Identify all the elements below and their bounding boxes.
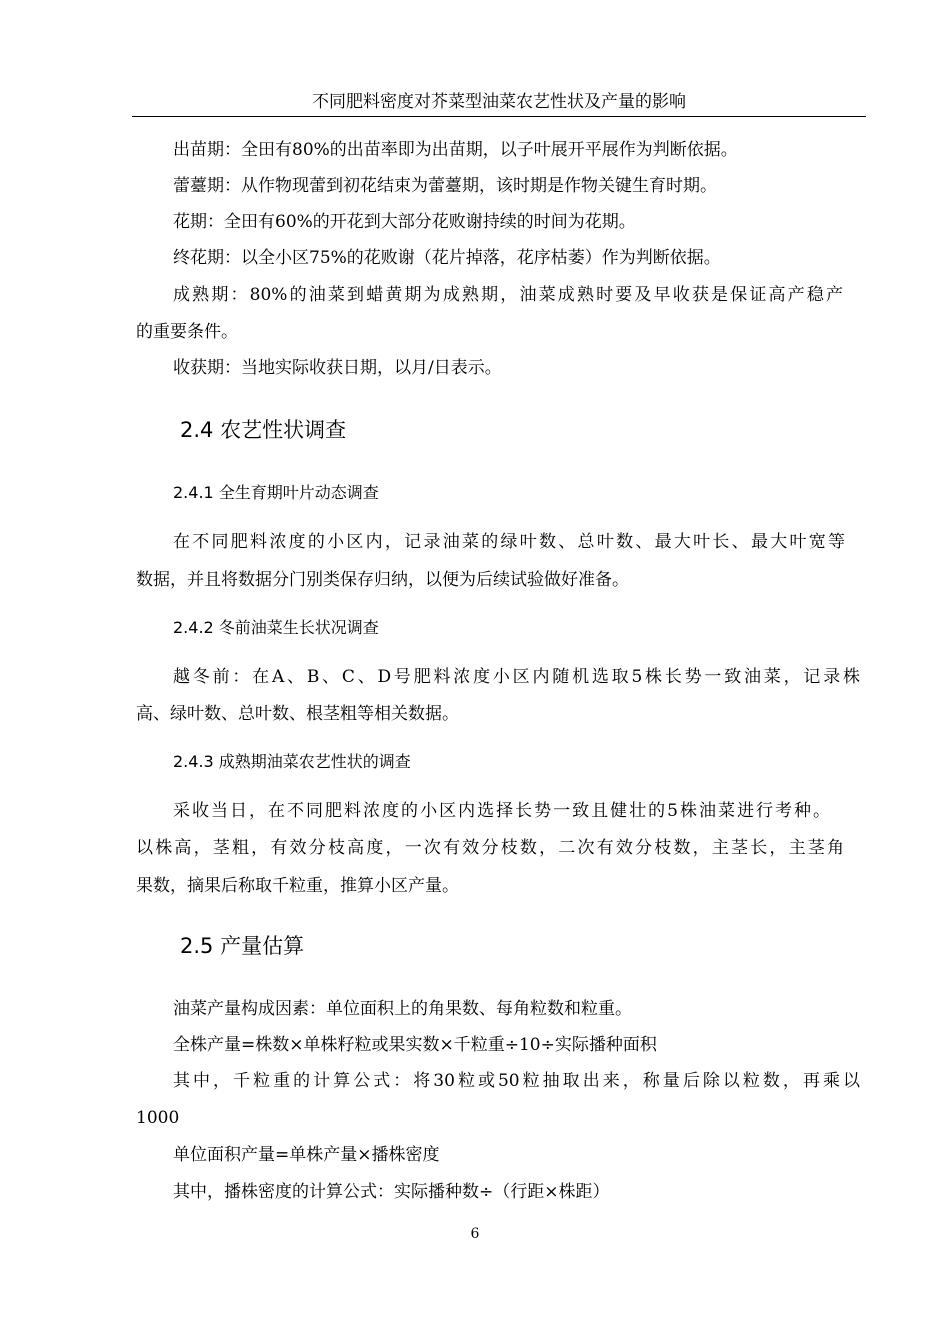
running-header: 不同肥料密度对芥菜型油菜农艺性状及产量的影响 xyxy=(132,88,866,117)
paragraph-harvest: 收获期：当地实际收获日期，以月/日表示。 xyxy=(173,358,502,378)
paragraph-emergence: 出苗期：全田有80%的出苗率即为出苗期，以子叶展开平展作为判断依据。 xyxy=(173,140,738,160)
paragraph-2-4-1-line1: 在不同肥料浓度的小区内，记录油菜的绿叶数、总叶数、最大叶长、最大叶宽等 xyxy=(173,532,845,552)
subsection-heading-2-4-3: 2.4.3 成熟期油菜农艺性状的调查 xyxy=(173,752,411,771)
paragraph-2-4-3-line1: 采收当日，在不同肥料浓度的小区内选择长势一致且健壮的5株油菜进行考种。 xyxy=(173,801,830,821)
formula-whole-plant-yield: 全株产量=株数×单株籽粒或果实数×千粒重÷10÷实际播种面积 xyxy=(173,1035,657,1055)
paragraph-2-4-2-line1: 越冬前：在A、B、C、D号肥料浓度小区内随机选取5株长势一致油菜，记录株 xyxy=(173,667,860,687)
paragraph-maturity-line2: 的重要条件。 xyxy=(136,322,238,342)
formula-unit-area-yield: 单位面积产量=单株产量×播株密度 xyxy=(173,1145,440,1165)
subsection-heading-2-4-2: 2.4.2 冬前油菜生长状况调查 xyxy=(173,618,379,637)
paragraph-flowering: 花期：全田有60%的开花到大部分花败谢持续的时间为花期。 xyxy=(173,212,636,232)
paragraph-thousand-grain-line1: 其中，千粒重的计算公式：将30粒或50粒抽取出来，称量后除以粒数，再乘以 xyxy=(173,1071,860,1091)
paragraph-yield-factors: 油菜产量构成因素：单位面积上的角果数、每角粒数和粒重。 xyxy=(173,999,632,1019)
section-heading-2-5: 2.5 产量估算 xyxy=(180,934,305,958)
paragraph-end-flowering: 终花期：以全小区75%的花败谢（花片掉落，花序枯萎）作为判断依据。 xyxy=(173,248,721,268)
paragraph-thousand-grain-line2: 1000 xyxy=(136,1108,180,1128)
paragraph-2-4-2-line2: 高、绿叶数、总叶数、根茎粗等相关数据。 xyxy=(136,704,459,724)
page-number: 6 xyxy=(470,1226,480,1242)
section-heading-2-4: 2.4 农艺性状调查 xyxy=(180,418,347,442)
formula-planting-density: 其中，播株密度的计算公式：实际播种数÷（行距×株距） xyxy=(173,1182,610,1202)
paragraph-maturity-line1: 成熟期：80%的油菜到蜡黄期为成熟期，油菜成熟时要及早收获是保证高产稳产 xyxy=(173,285,843,305)
subsection-heading-2-4-1: 2.4.1 全生育期叶片动态调查 xyxy=(173,483,379,502)
paragraph-2-4-3-line2: 以株高，茎粗，有效分枝高度，一次有效分枝数，二次有效分枝数，主茎长，主茎角 xyxy=(136,838,844,858)
paragraph-bud: 蕾薹期：从作物现蕾到初花结束为蕾薹期，该时期是作物关键生育时期。 xyxy=(173,176,717,196)
paragraph-2-4-3-line3: 果数，摘果后称取千粒重，推算小区产量。 xyxy=(136,876,459,896)
paragraph-2-4-1-line2: 数据，并且将数据分门别类保存归纳，以便为后续试验做好准备。 xyxy=(136,570,629,590)
